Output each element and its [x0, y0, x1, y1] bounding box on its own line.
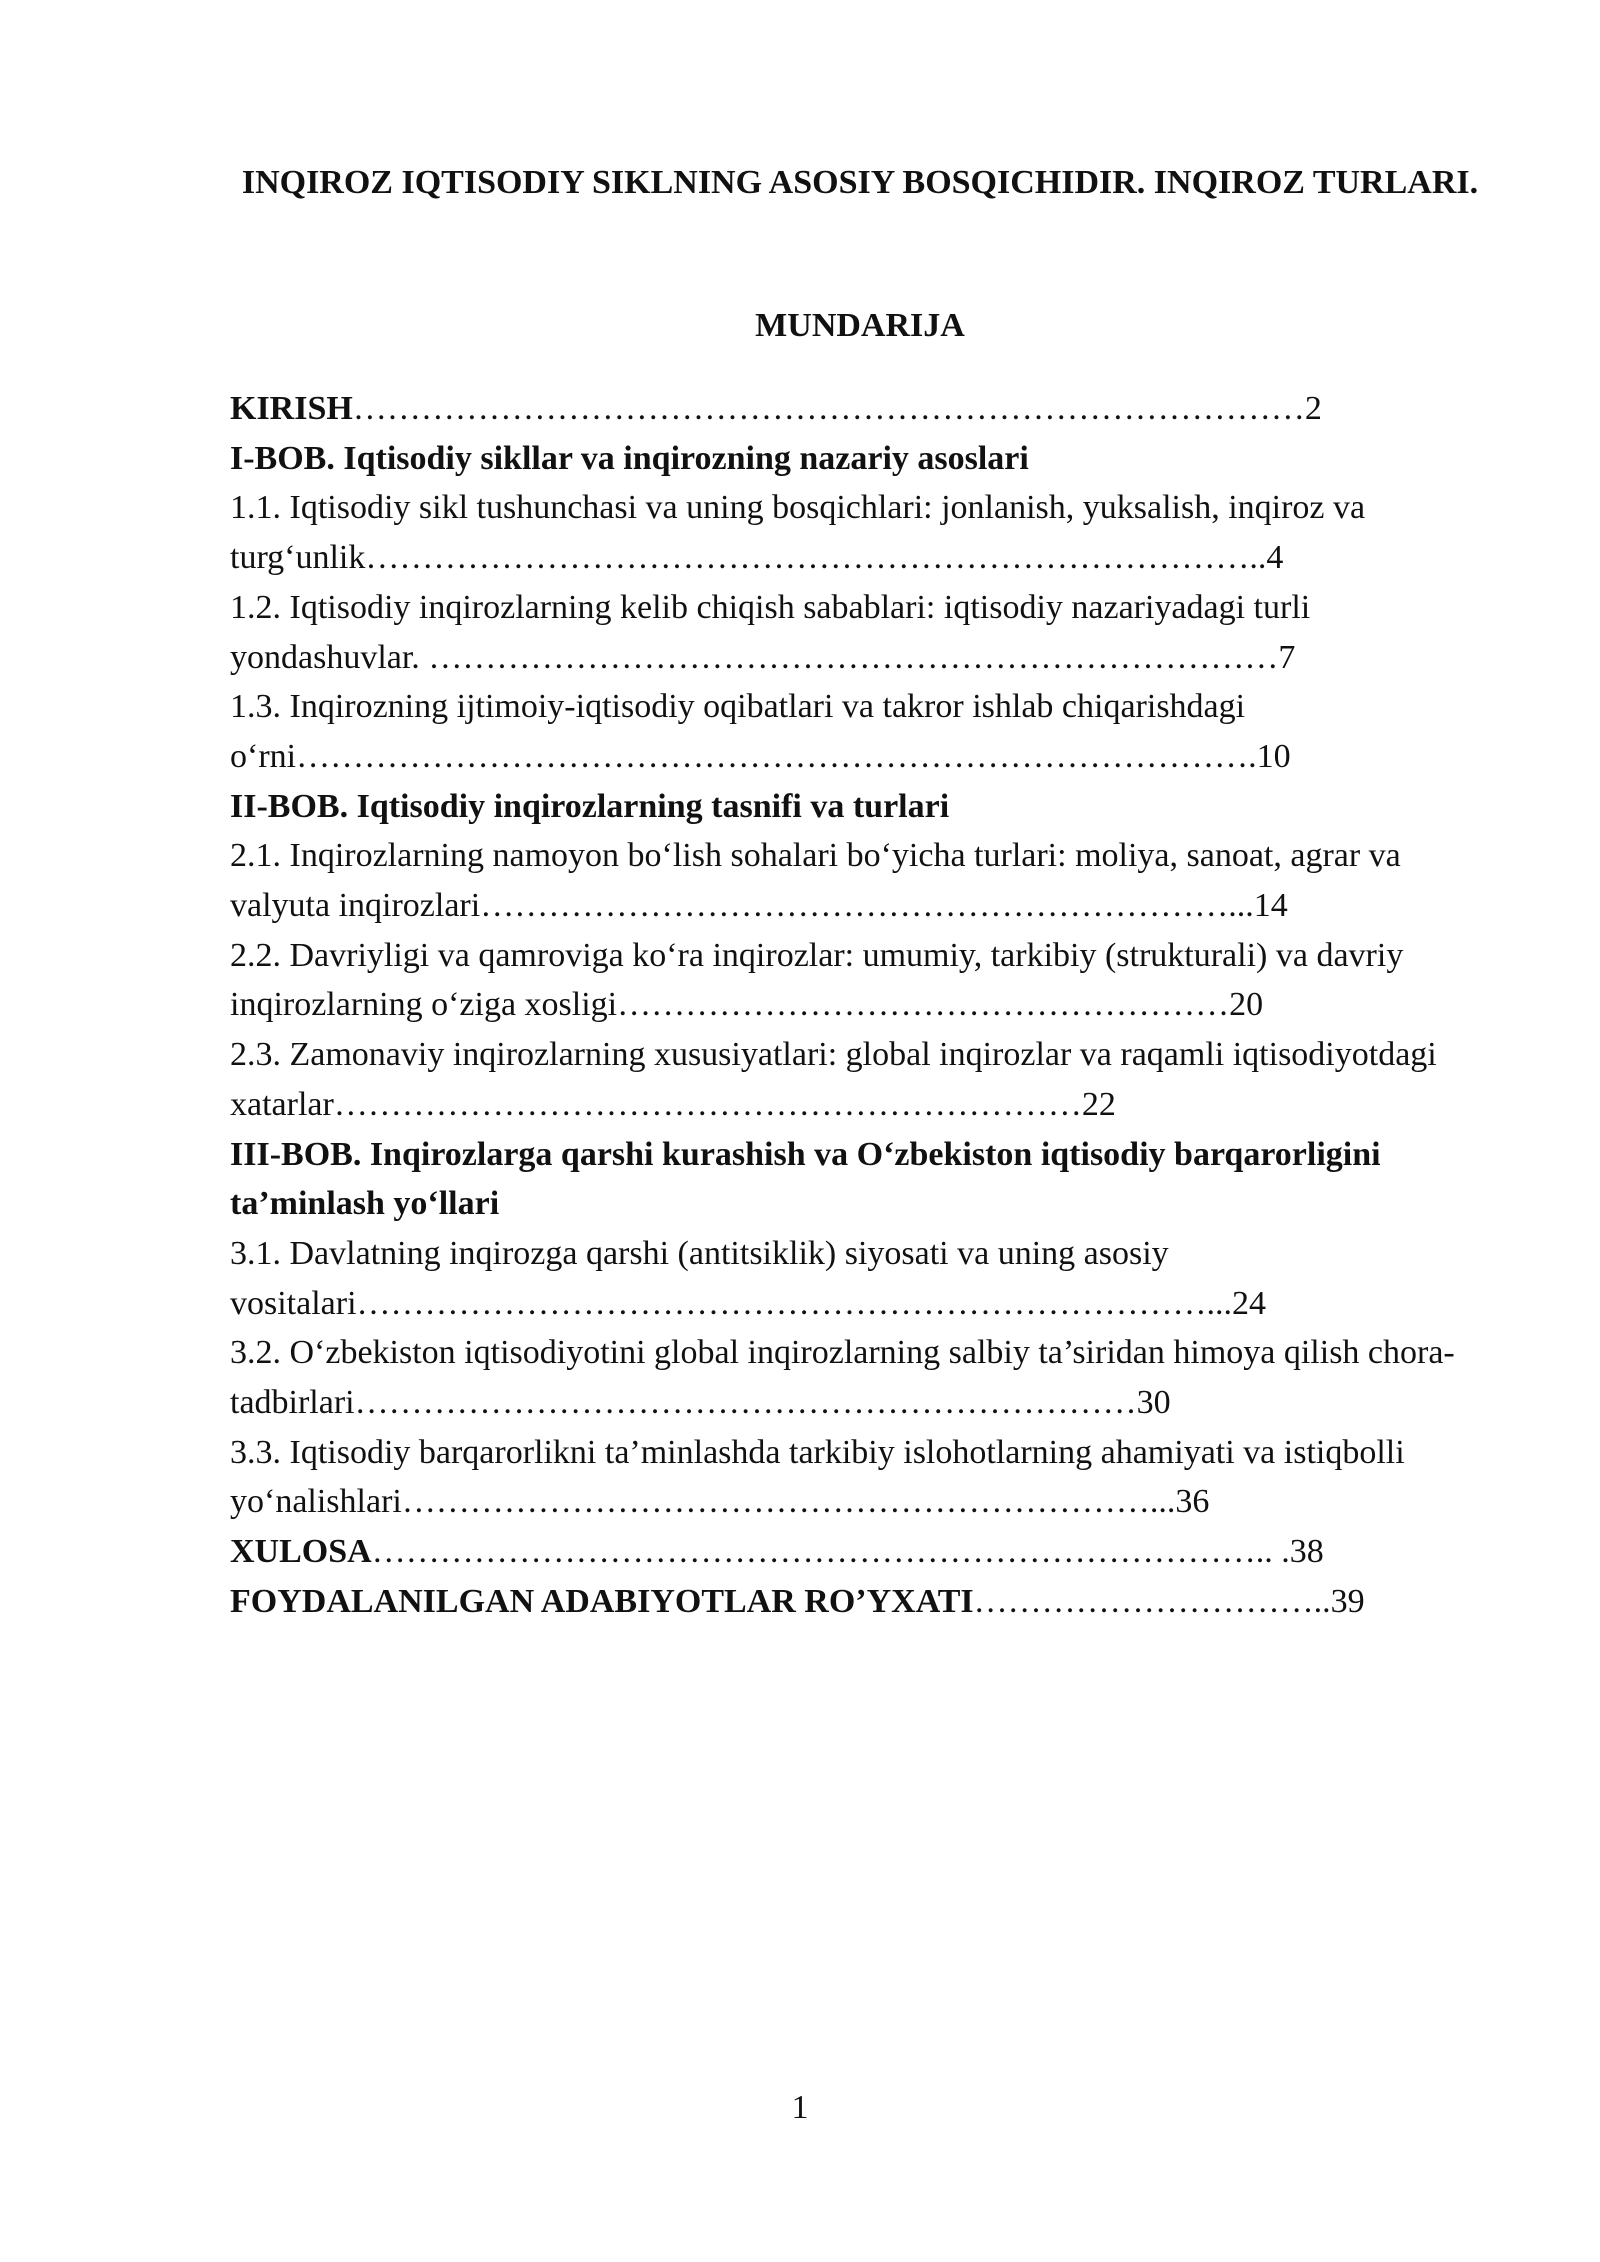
toc-entry	[230, 831, 1492, 930]
toc-entry	[230, 1527, 1492, 1577]
toc-entry-text: 2.3. Zamonaviy inqirozlarning xususiyatlari: global inqirozlar va raqamli iqtisodiyotdagi xatarlar	[230, 1036, 1437, 1123]
toc-entry-text: II-BOB. Iqtisodiy inqirozlarning tasnifi va turlari	[230, 787, 950, 825]
page-number: 1	[791, 2089, 809, 2126]
toc-entry-page: .36	[1166, 1483, 1210, 1521]
toc-entry-leader: …………………………………………………………	[333, 1085, 1082, 1123]
toc-entry-leader: ……………………………………………………………………..	[365, 539, 1267, 577]
toc-entry-page: 2	[1304, 390, 1322, 427]
toc-entry	[230, 384, 1492, 434]
toc-entry-leader: ……………………………………………………………	[354, 1384, 1137, 1422]
toc-entry-text: 3.2. O‘zbekiston iqtisodiyotini global inqirozlarning salbiy ta’siridan himoya qilish chora-tadbirlari	[230, 1334, 1455, 1422]
toc-entry-page: .39	[1322, 1582, 1365, 1620]
toc-entry-text: 2.2. Davriyligi va qamroviga ko‘ra inqirozlar: umumiy, tarkibiy (strukturali) va davriy inqirozlarning o‘ziga xosligi	[230, 936, 1404, 1024]
toc-entry-leader: …………………………………………………………………………	[296, 737, 1249, 775]
toc-entry-leader: ………………………………………………	[617, 986, 1230, 1024]
document-title: INQIROZ IQTISODIY SIKLNING ASOSIY BOSQICHIDIR. INQIROZ TURLARI.	[241, 164, 1479, 201]
toc-heading: MUNDARIJA	[755, 307, 965, 344]
toc-entry	[230, 1229, 1492, 1328]
toc-entry-page: .24	[1223, 1284, 1267, 1322]
toc-entry-leader: ……………………………………………………………………..	[371, 1533, 1282, 1571]
toc-entry-page: .10	[1248, 737, 1291, 775]
toc-entry-page: .14	[1245, 887, 1288, 925]
table-of-contents	[230, 384, 1492, 1627]
toc-entry	[230, 682, 1492, 781]
toc-entry	[230, 1030, 1492, 1129]
toc-entry	[230, 1428, 1492, 1527]
toc-entry-text: 1.1. Iqtisodiy sikl tushunchasi va uning bosqichlari: jonlanish, yuksalish, inqiroz va turg‘unlik	[230, 489, 1366, 577]
toc-entry-leader: …………………………………………………………..	[401, 1483, 1167, 1521]
toc-entry-leader: ………………………….	[973, 1582, 1323, 1620]
toc-entry	[230, 1328, 1492, 1427]
toc-entry-leader: …………………………………………………………..	[480, 887, 1246, 925]
toc-entry	[230, 483, 1492, 582]
toc-entry-text: 3.3. Iqtisodiy barqarorlikni ta’minlashda tarkibiy islohotlarning ahamiyati va istiqbolli yo‘nalishlari	[230, 1433, 1405, 1521]
toc-entry	[230, 782, 1492, 832]
toc-entry-leader: …………………………………………………………………………	[352, 390, 1305, 427]
toc-entry-page: .38	[1281, 1533, 1324, 1571]
toc-entry-text: 1.2. Iqtisodiy inqirozlarning kelib chiqish sabablari: iqtisodiy nazariyadagi turli yondashuvlar.	[230, 588, 1311, 676]
toc-entry-text: 3.1. Davlatning inqirozga qarshi (antitsiklik) siyosati va uning asosiy vositalari	[230, 1234, 1169, 1322]
toc-entry-page: 7	[1278, 638, 1296, 676]
toc-entry-page: 22	[1081, 1085, 1116, 1123]
toc-entry	[230, 434, 1492, 484]
toc-entry	[230, 1130, 1492, 1229]
toc-entry-text: III-BOB. Inqirozlarga qarshi kurashish va O‘zbekiston iqtisodiy barqarorligini ta’minlash yo‘llari	[230, 1135, 1381, 1223]
toc-entry-text: 1.3. Inqirozning ijtimoiy-iqtisodiy oqibatlari va takror ishlab chiqarishdagi o‘rni	[230, 688, 1246, 775]
toc-entry-leader: …………………………………………………………………	[428, 638, 1279, 676]
toc-entry	[230, 1577, 1492, 1627]
toc-entry-page: 4	[1266, 539, 1284, 577]
toc-entry	[230, 931, 1492, 1030]
toc-entry-text: KIRISH	[230, 390, 353, 427]
toc-entry-leader: …………………………………………………………………..	[356, 1284, 1224, 1322]
toc-entry-text: XULOSA	[230, 1533, 372, 1571]
toc-entry	[230, 583, 1492, 682]
toc-entry-page: 30	[1136, 1384, 1171, 1422]
toc-entry-page: 20	[1229, 986, 1264, 1024]
toc-entry-text: FOYDALANILGAN ADABIYOTLAR RO’YXATI	[230, 1582, 974, 1620]
toc-entry-text: I-BOB. Iqtisodiy sikllar va inqirozning nazariy asoslari	[230, 439, 1029, 477]
toc-entry-text: 2.1. Inqirozlarning namoyon bo‘lish sohalari bo‘yicha turlari: moliya, sanoat, agrar va valyuta inqirozlari	[230, 837, 1401, 925]
